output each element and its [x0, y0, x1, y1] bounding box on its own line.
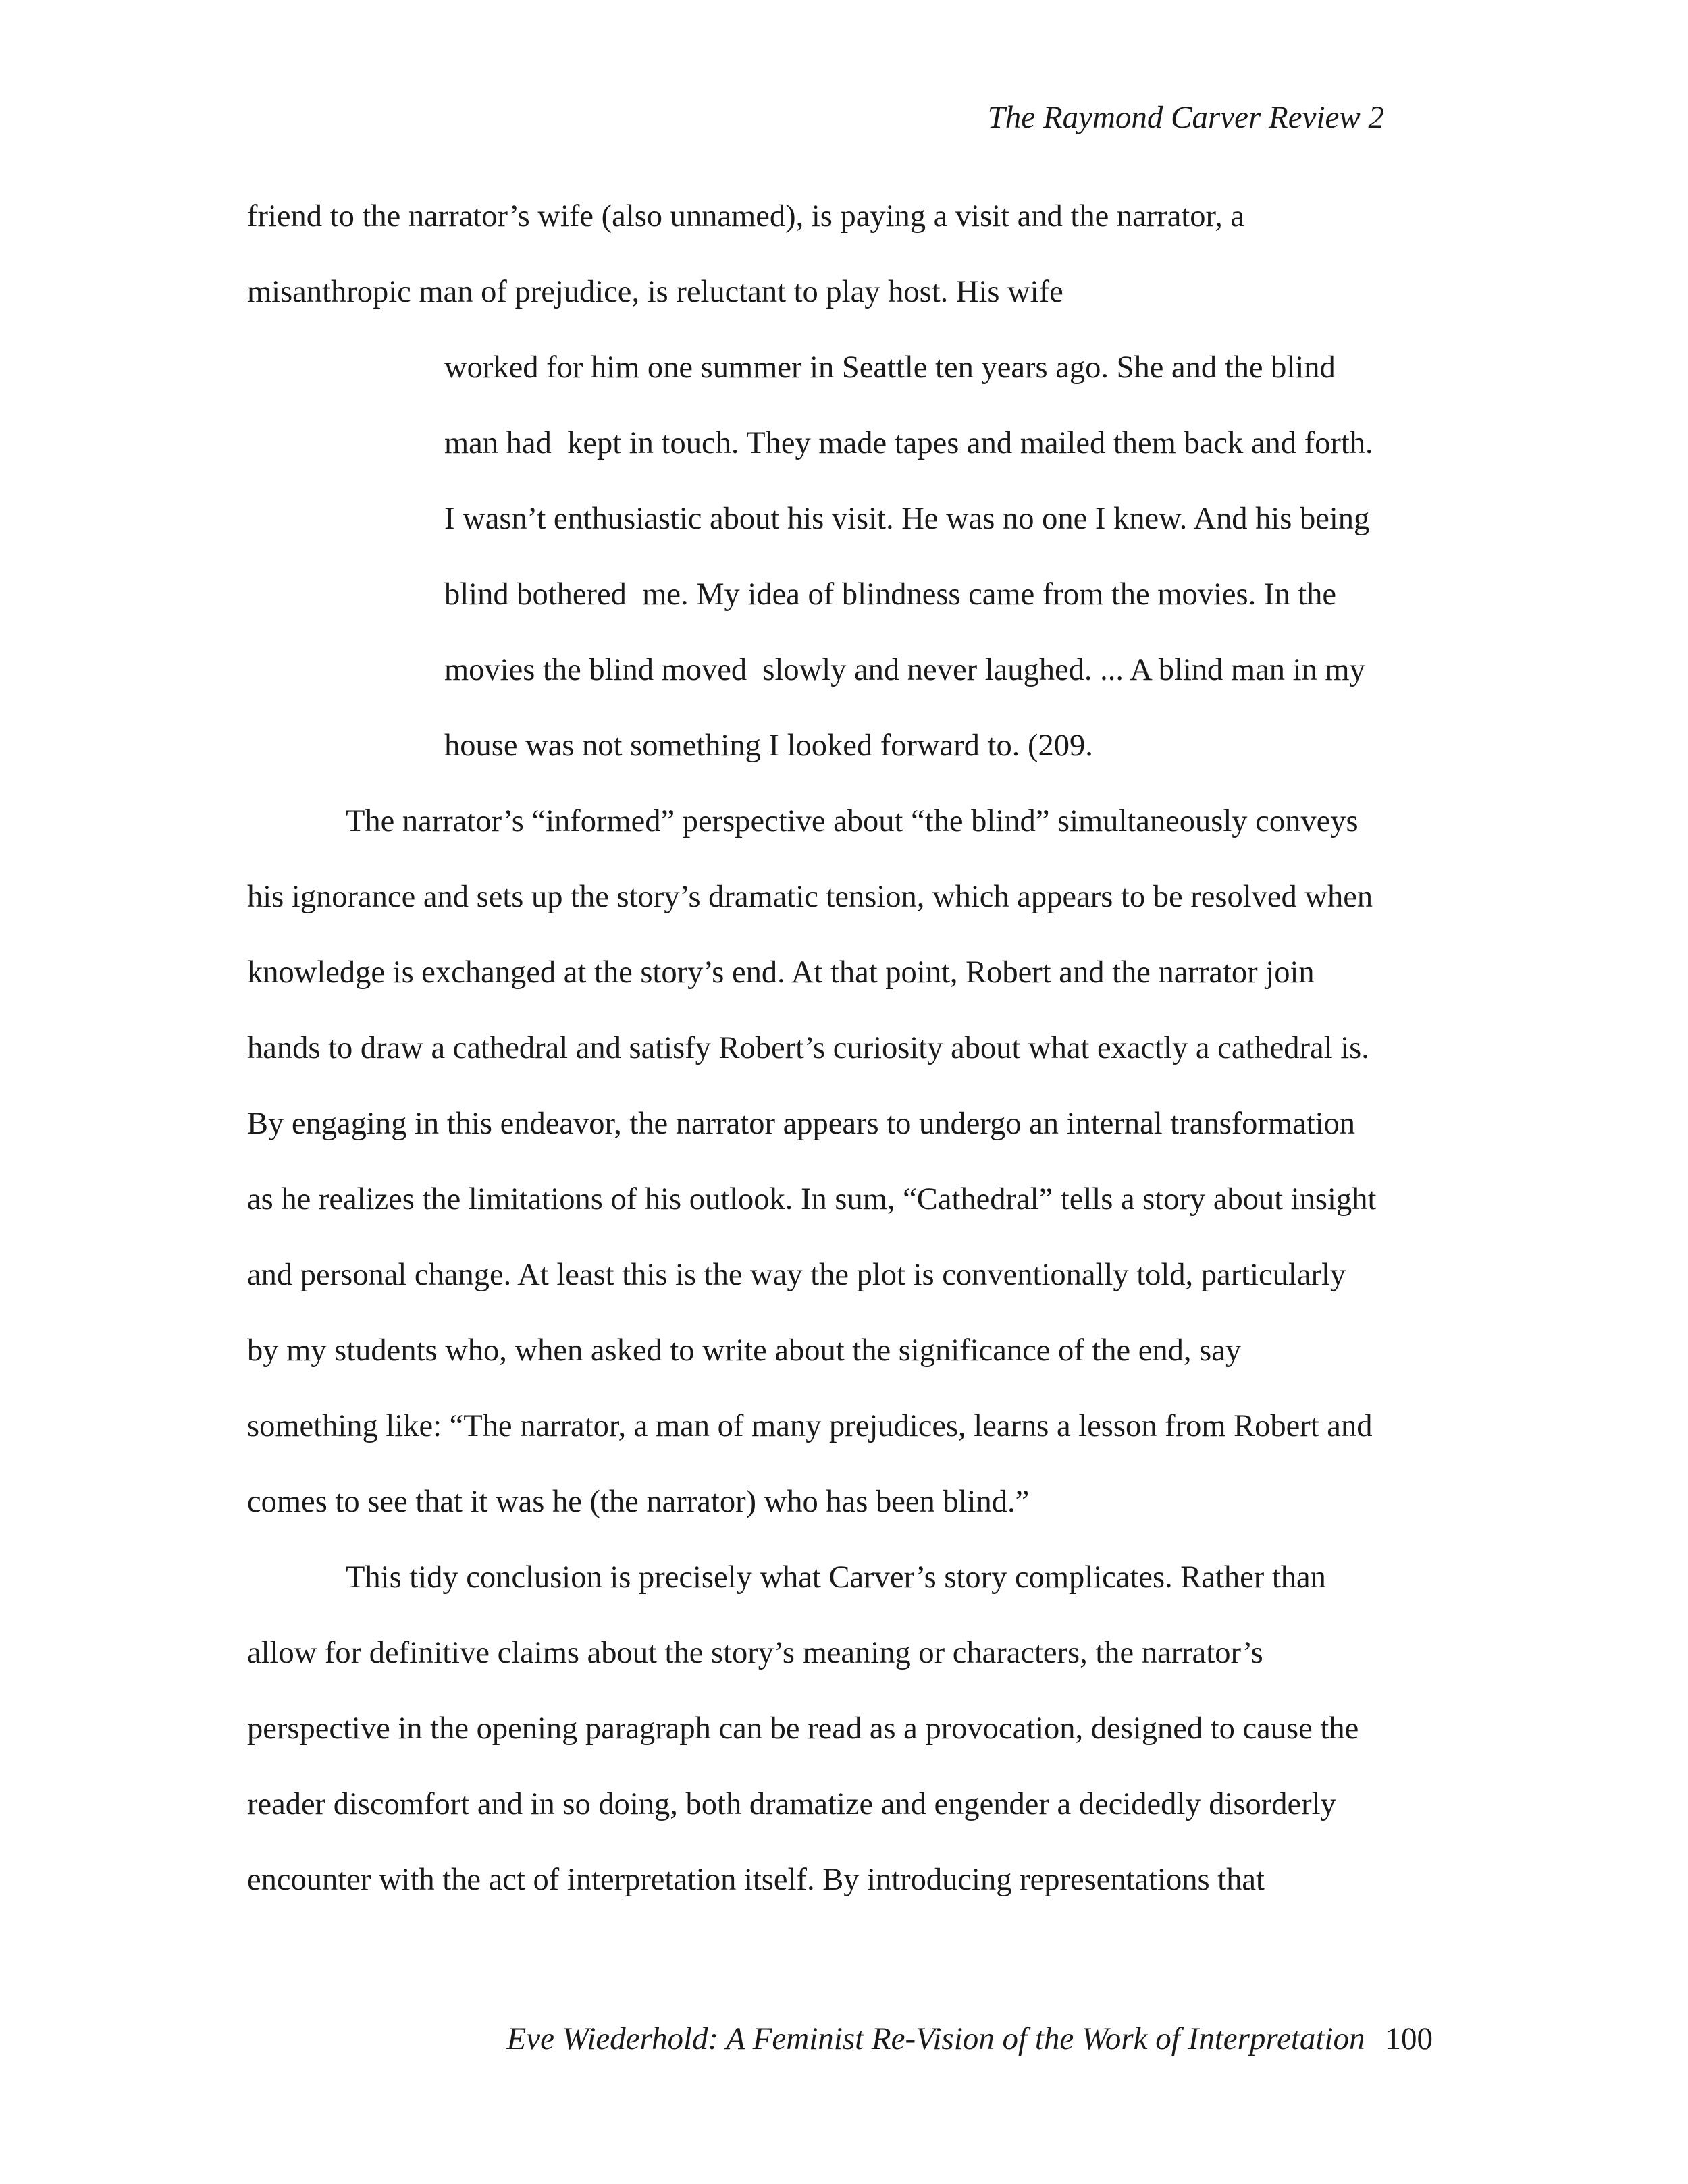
paragraph-line: hands to draw a cathedral and satisfy Robert’s curiosity about what exactly a cathedral is.	[247, 1031, 1369, 1065]
footer-article-title: Eve Wiederhold: A Feminist Re-Vision of the Work of Interpretation	[506, 2021, 1365, 2056]
paragraph-line: as he realizes the limitations of his outlook. In sum, “Cathedral” tells a story about insight	[247, 1182, 1377, 1217]
quote-line: man had kept in touch. They made tapes and mailed them back and forth.	[444, 426, 1373, 460]
paragraph-line: This tidy conclusion is precisely what Carver’s story complicates. Rather than	[346, 1560, 1326, 1595]
paragraph-line: by my students who, when asked to write about the significance of the end, say	[247, 1333, 1242, 1368]
paragraph-line: his ignorance and sets up the story’s dramatic tension, which appears to be resolved when	[247, 880, 1373, 914]
paragraph-line: knowledge is exchanged at the story’s end. At that point, Robert and the narrator join	[247, 955, 1315, 990]
quote-line: blind bothered me. My idea of blindness came from the movies. In the	[444, 577, 1337, 612]
quote-line: worked for him one summer in Seattle ten years ago. She and the blind	[444, 350, 1336, 385]
paragraph-line: something like: “The narrator, a man of many prejudices, learns a lesson from Robert and	[247, 1409, 1373, 1443]
paragraph-line: The narrator’s “informed” perspective about “the blind” simultaneously conveys	[346, 804, 1359, 838]
intro-line: misanthropic man of prejudice, is reluctant to play host. His wife	[247, 275, 1063, 309]
paragraph-line: comes to see that it was he (the narrator) who has been blind.”	[247, 1485, 1030, 1519]
running-footer	[507, 2020, 1433, 2058]
paragraph-line: reader discomfort and in so doing, both dramatize and engender a decidedly disorderly	[247, 1787, 1336, 1821]
paragraph-line: encounter with the act of interpretation itself. By introducing representations that	[247, 1863, 1265, 1897]
page-number: 100	[1385, 2021, 1433, 2056]
quote-line: house was not something I looked forward to. (209.	[444, 728, 1093, 763]
running-header-journal-title: The Raymond Carver Review 2	[987, 100, 1384, 135]
intro-line: friend to the narrator’s wife (also unnamed), is paying a visit and the narrator, a	[247, 199, 1245, 234]
paragraph-line: perspective in the opening paragraph can be read as a provocation, designed to cause the	[247, 1711, 1359, 1746]
quote-line: I wasn’t enthusiastic about his visit. He was no one I knew. And his being	[444, 502, 1370, 536]
paragraph-line: By engaging in this endeavor, the narrator appears to undergo an internal transformation	[247, 1107, 1356, 1141]
paragraph-line: allow for definitive claims about the story’s meaning or characters, the narrator’s	[247, 1636, 1263, 1670]
paragraph-line: and personal change. At least this is the way the plot is conventionally told, particularly	[247, 1258, 1346, 1292]
quote-line: movies the blind moved slowly and never laughed. ... A blind man in my	[444, 653, 1365, 687]
